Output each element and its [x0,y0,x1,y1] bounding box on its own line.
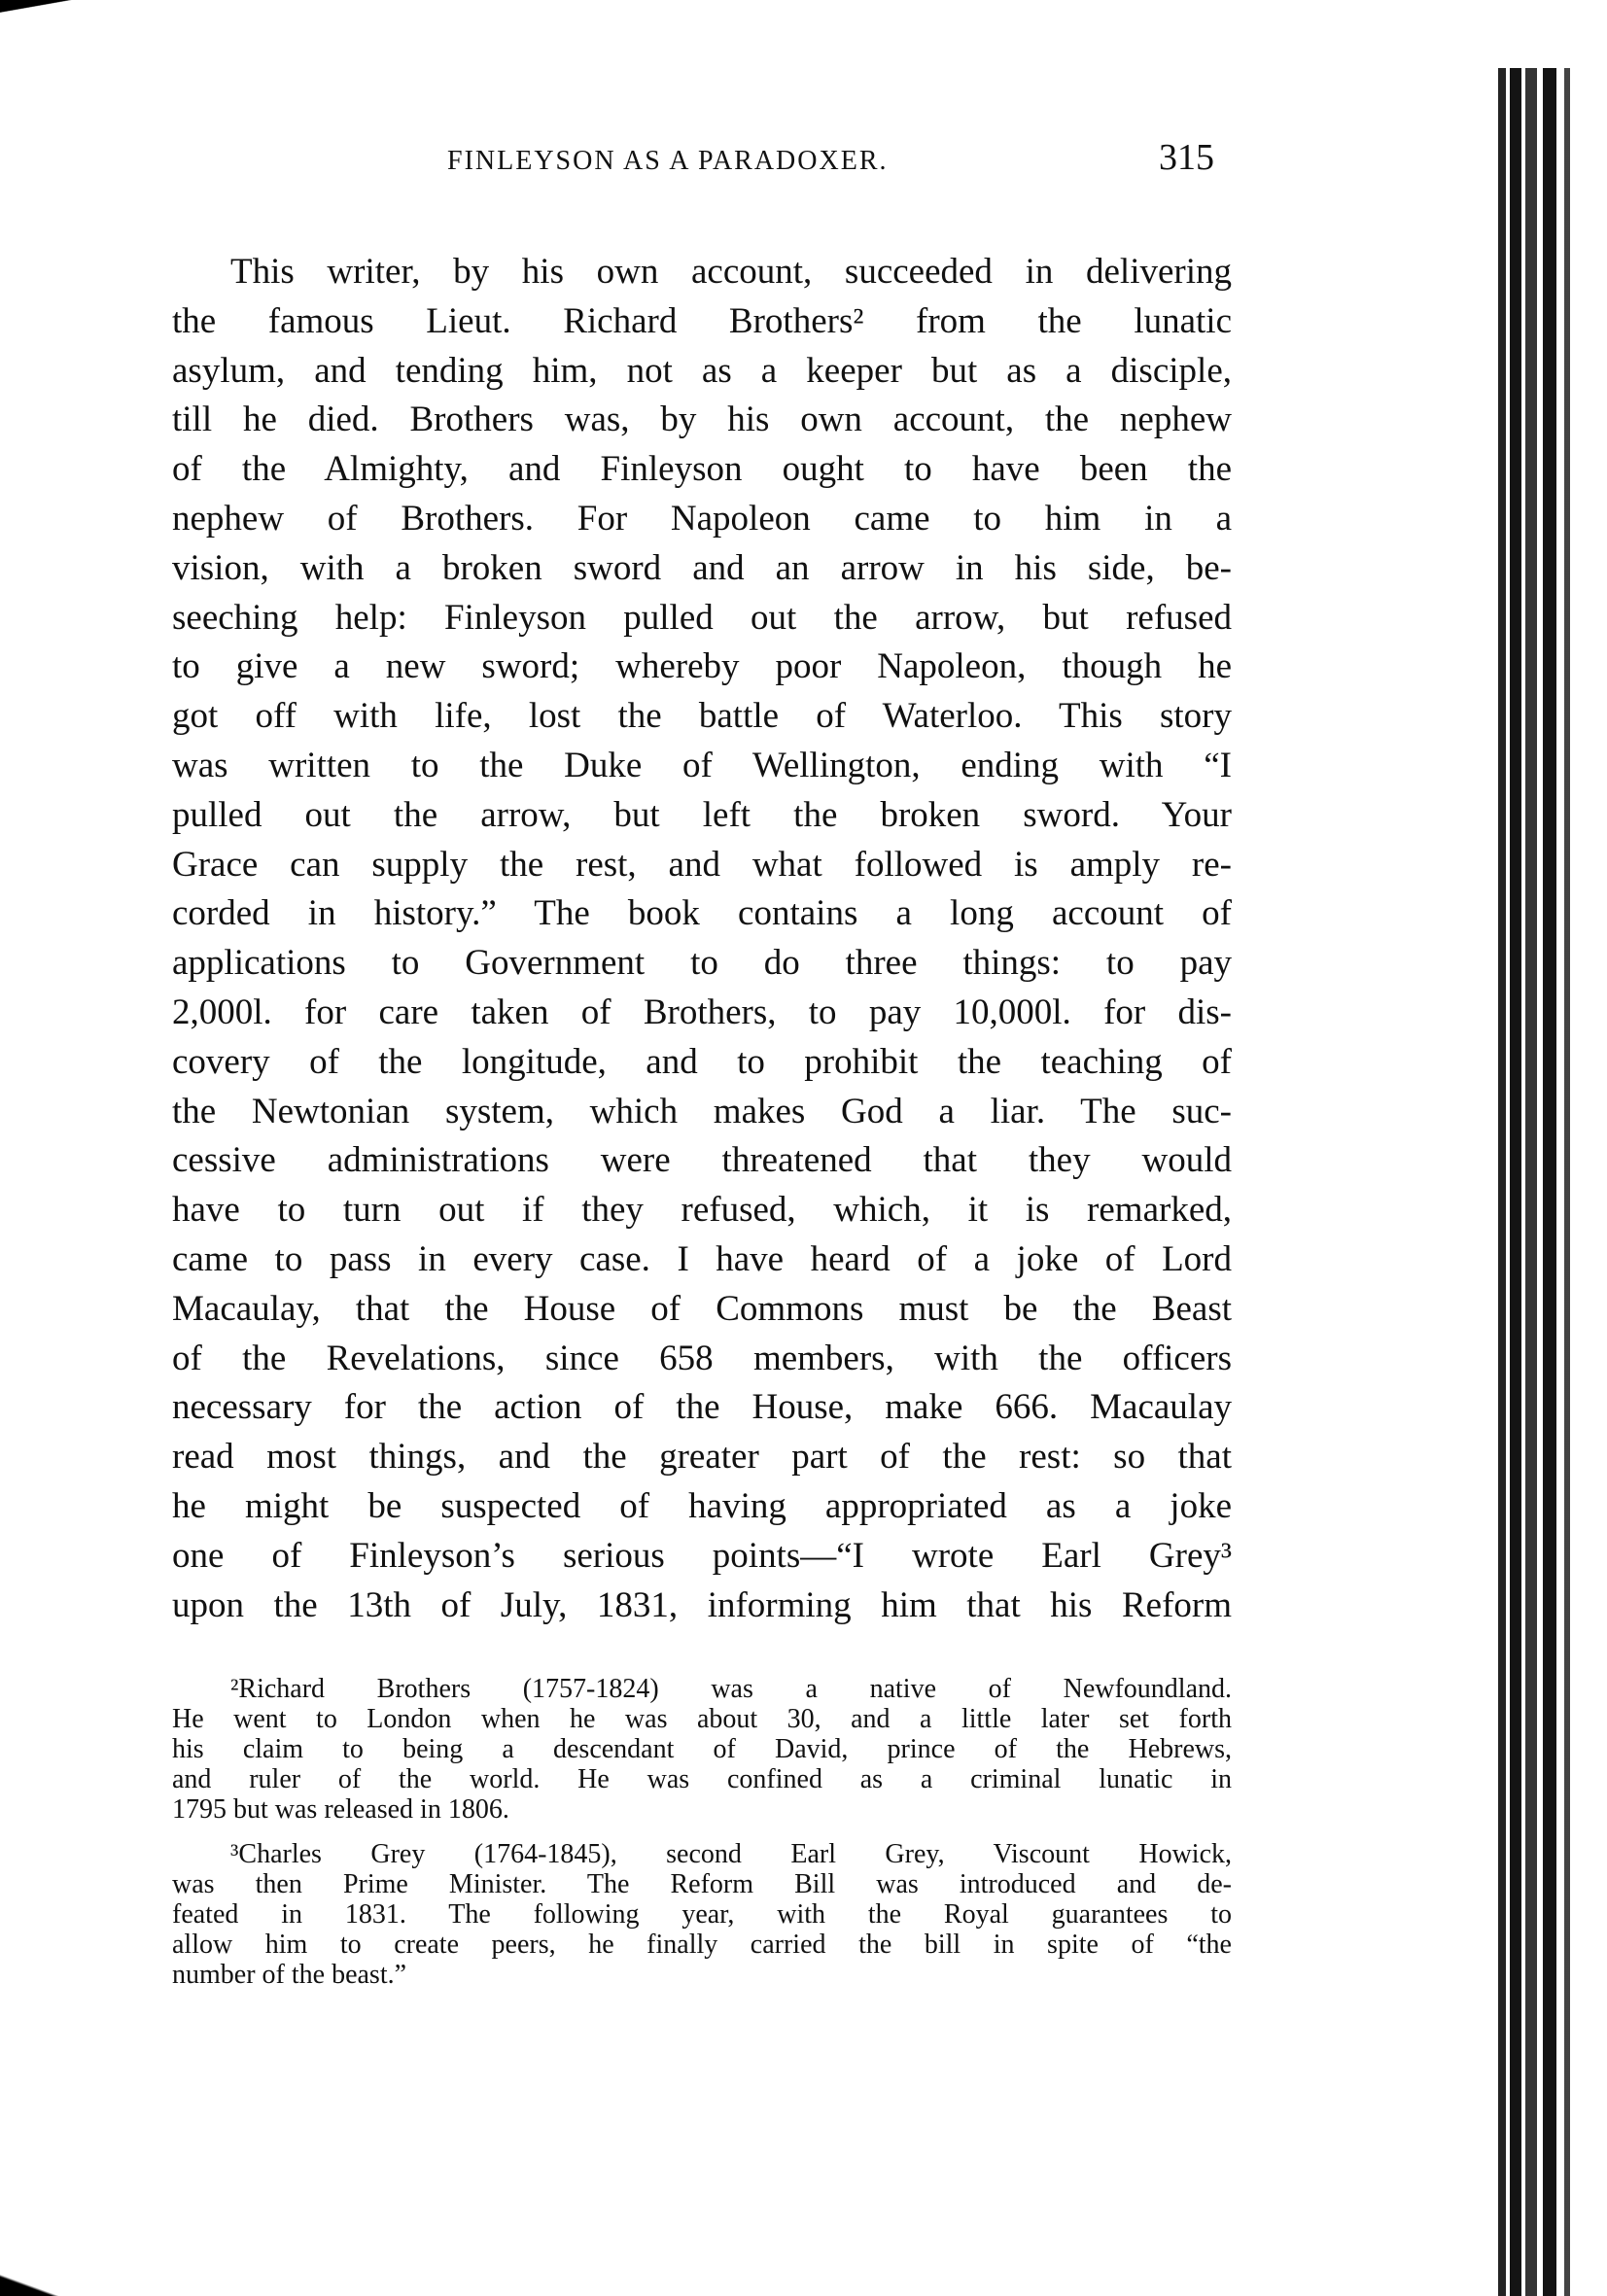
body-line: vision, with a broken sword and an arrow in his side, be- [172,547,1232,588]
footnote-2 [172,1674,1232,1825]
body-line: one of Finleyson’s serious points—“I wrote Earl Grey³ [172,1535,1232,1576]
body-line: came to pass in every case. I have heard of a joke of Lord [172,1238,1232,1279]
footnote-line: feated in 1831. The following year, with the Royal guarantees to [172,1899,1232,1930]
footnote-line: ³Charles Grey (1764-1845), second Earl Grey, Viscount Howick, [230,1839,1232,1869]
body-line: got off with life, lost the battle of Waterloo. This story [172,696,1232,737]
body-line: the famous Lieut. Richard Brothers² from the lunatic [172,300,1232,341]
body-line: read most things, and the greater part of the rest: so that [172,1437,1232,1478]
body-line: he might be suspected of having appropriated as a joke [172,1485,1232,1526]
footnote-line: his claim to being a descendant of David, prince of the Hebrews, [172,1734,1232,1764]
body-line: corded in history.” The book contains a long account of [172,893,1232,934]
body-line: of the Revelations, since 658 members, with the officers [172,1338,1232,1378]
body-line: pulled out the arrow, but left the broken sword. Your [172,794,1232,835]
body-line: This writer, by his own account, succeeded in delivering [230,252,1232,292]
binding-gap-top [1492,0,1607,68]
body-line: seeching help: Finleyson pulled out the arrow, but refused [172,597,1232,638]
scan-edge-top [0,0,107,21]
body-line: the Newtonian system, which makes God a liar. The suc- [172,1091,1232,1131]
page-number: 315 [1159,137,1214,178]
body-line: till he died. Brothers was, by his own account, the nephew [172,400,1232,440]
footnote-line: He went to London when he was about 30, and a little later set forth [172,1704,1232,1734]
body-line: have to turn out if they refused, which, it is remarked, [172,1190,1232,1231]
body-line: covery of the longitude, and to prohibit the teaching of [172,1041,1232,1082]
footnote-line: allow him to create peers, he finally carried the bill in spite of “the [172,1930,1232,1960]
footnote-line: and ruler of the world. He was confined as a criminal lunatic in [172,1764,1232,1794]
body-line: of the Almighty, and Finleyson ought to have been the [172,449,1232,490]
body-line: Grace can supply the rest, and what followed is amply re- [172,844,1232,885]
footnote-line: number of the beast.” [172,1960,407,1990]
running-title: FINLEYSON AS A PARADOXER. [447,146,889,176]
footnote-line: 1795 but was released in 1806. [172,1794,509,1825]
body-line: asylum, and tending him, not as a keeper but as a disciple, [172,350,1232,391]
body-text [172,248,1232,1630]
body-line: nephew of Brothers. For Napoleon came to him in a [172,498,1232,539]
body-line: upon the 13th of July, 1831, informing him that his Reform [172,1584,1232,1625]
body-line: was written to the Duke of Wellington, ending with “I [172,745,1232,785]
body-line: cessive administrations were threatened that they would [172,1140,1232,1181]
book-binding-edge [1492,0,1607,2296]
body-line: Macaulay, that the House of Commons must be the Beast [172,1288,1232,1329]
footnote-line: was then Prime Minister. The Reform Bill was introduced and de- [172,1869,1232,1899]
footnote-line: ²Richard Brothers (1757-1824) was a native of Newfoundland. [230,1674,1232,1704]
body-line: applications to Government to do three things: to pay [172,943,1232,984]
body-line: 2,000l. for care taken of Brothers, to pay 10,000l. for dis- [172,991,1232,1032]
body-line: to give a new sword; whereby poor Napoleon, though he [172,646,1232,687]
scan-edge-bottom [0,2257,68,2296]
footnote-3 [172,1839,1232,1990]
body-line: necessary for the action of the House, make 666. Macaulay [172,1387,1232,1428]
